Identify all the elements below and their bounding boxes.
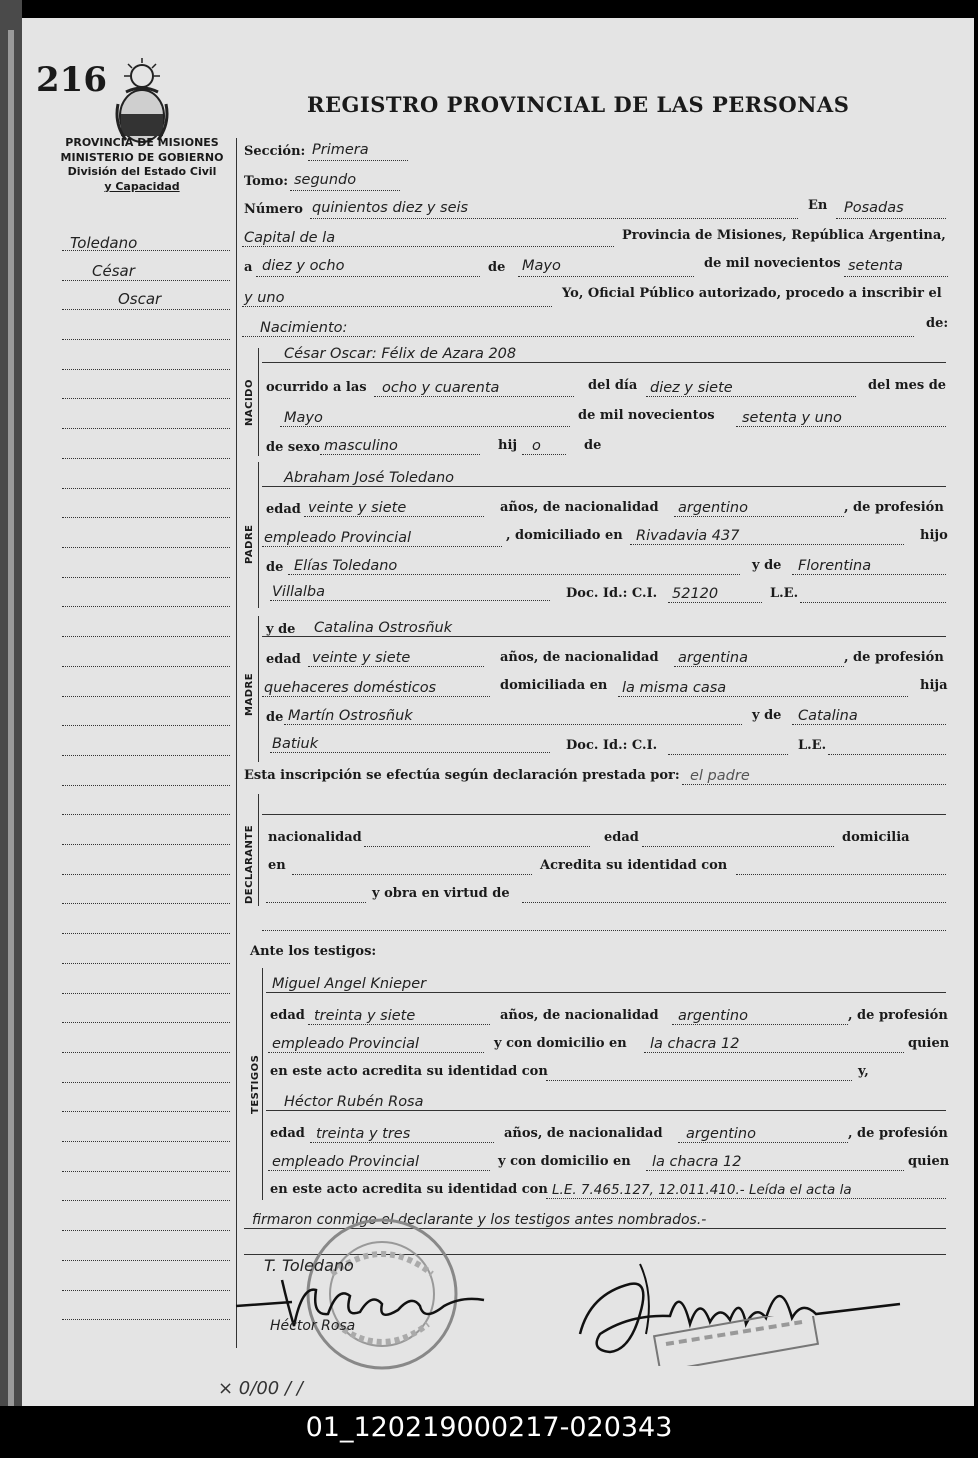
margin-rule-line bbox=[62, 458, 230, 459]
madre-le-label: L.E. bbox=[798, 738, 827, 753]
madre-profesion: quehaceres domésticos bbox=[264, 680, 437, 696]
nacido-dia: diez y siete bbox=[650, 380, 733, 396]
testigo1-prof: empleado Provincial bbox=[272, 1036, 420, 1052]
ante-testigos-label: Ante los testigos: bbox=[250, 944, 377, 959]
province-name: PROVINCIA DE MISIONES bbox=[65, 136, 219, 149]
testigos-section-label: TESTIGOS bbox=[250, 1054, 261, 1114]
madre-edad: veinte y siete bbox=[312, 650, 411, 666]
margin-rule-line bbox=[62, 933, 230, 934]
margin-rule-line bbox=[62, 1200, 230, 1201]
provincia-label: Provincia de Misiones, República Argentina, bbox=[622, 228, 946, 243]
padre-edad-label: edad bbox=[266, 502, 301, 517]
en-label: En bbox=[808, 198, 828, 213]
form-left-border bbox=[236, 138, 237, 1348]
declarante-obra-line bbox=[522, 902, 946, 903]
declarante-blank-line bbox=[266, 902, 366, 903]
lugar-line bbox=[242, 246, 614, 247]
document-page bbox=[22, 18, 974, 1406]
testigo2-prof-label: , de profesión bbox=[848, 1126, 948, 1141]
division-name-cont: y Capacidad bbox=[104, 179, 180, 193]
margin-rule-line bbox=[62, 785, 230, 786]
margin-rule-line bbox=[62, 725, 230, 726]
margin-rule-line bbox=[62, 1111, 230, 1112]
testigo2-dom-label: y con domicilio en bbox=[498, 1154, 631, 1169]
testigos-bar bbox=[262, 968, 263, 1200]
oficial-label: Yo, Oficial Público autorizado, procedo a inscribir el bbox=[562, 286, 942, 301]
margin-rule-line bbox=[62, 1171, 230, 1172]
margin-rule-line bbox=[62, 339, 230, 340]
padre-section-label: PADRE bbox=[244, 524, 255, 564]
testigo1-quien-label: quien bbox=[908, 1036, 950, 1051]
padre-nombre-line bbox=[262, 486, 946, 487]
nacido-anio-line bbox=[736, 426, 946, 427]
madre-madre-de: Catalina bbox=[798, 708, 858, 724]
testigo1-y-label: y, bbox=[858, 1064, 869, 1079]
margin-rule-line bbox=[62, 696, 230, 697]
fecha-anio-line bbox=[844, 276, 948, 277]
padre-padre-de: Elías Toledano bbox=[294, 558, 398, 574]
declarante-en-label: en bbox=[268, 858, 286, 873]
madre-nombre-line bbox=[262, 636, 946, 637]
testigo2-prof-line bbox=[268, 1170, 490, 1171]
del-dia-label: del día bbox=[588, 378, 638, 393]
margin-rule-line bbox=[62, 547, 230, 548]
margin-rule-line bbox=[62, 1319, 230, 1320]
madre-doc-line bbox=[668, 754, 788, 755]
en-line bbox=[836, 218, 946, 219]
padre-prof-line bbox=[262, 546, 502, 547]
madre-doc-label: Doc. Id.: C.I. bbox=[566, 738, 658, 753]
madre-y-de-label2: y de bbox=[752, 708, 782, 723]
testigo2-prof: empleado Provincial bbox=[272, 1154, 420, 1170]
testigo2-acredita-line bbox=[546, 1198, 946, 1199]
declarante-dom-label: domicilia bbox=[842, 830, 910, 845]
testigo2-acredita: L.E. 7.465.127, 12.011.410.- Leída el acta la bbox=[552, 1182, 852, 1198]
nacido-mes-line bbox=[280, 426, 570, 427]
hora-value: ocho y cuarenta bbox=[382, 380, 500, 396]
madre-domicilio: la misma casa bbox=[622, 680, 727, 696]
margin-rule-line bbox=[62, 428, 230, 429]
testigo2-edad-label: edad bbox=[270, 1126, 305, 1141]
margin-rule-line bbox=[62, 963, 230, 964]
page-edge bbox=[8, 30, 14, 1406]
sexo-line bbox=[320, 454, 480, 455]
margin-rule-line bbox=[62, 1230, 230, 1231]
nacido-de-label: de bbox=[584, 438, 602, 453]
madre-madre-cont-line bbox=[270, 752, 550, 753]
declaracion-label: Esta inscripción se efectúa según declaración prestada por: bbox=[244, 768, 680, 783]
margin-rule-line bbox=[62, 577, 230, 578]
margin-rule-line bbox=[62, 1141, 230, 1142]
testigo1-nombre-line bbox=[266, 992, 946, 993]
margin-rule-line bbox=[62, 606, 230, 607]
sexo-value: masculino bbox=[324, 438, 398, 454]
margin-rule-line bbox=[62, 309, 230, 310]
nacido-section-label: NACIDO bbox=[244, 379, 255, 426]
declarante-edad-label: edad bbox=[604, 830, 639, 845]
margin-rule-line bbox=[62, 517, 230, 518]
testigo1-nac-label: años, de nacionalidad bbox=[500, 1008, 659, 1023]
testigo2-dom: la chacra 12 bbox=[652, 1154, 742, 1170]
padre-doc: 52120 bbox=[672, 586, 719, 602]
fecha-anio-value: setenta bbox=[848, 258, 903, 274]
folio-number: 216 bbox=[36, 60, 107, 100]
testigo1-edad-line bbox=[308, 1024, 490, 1025]
nacido-anio: setenta y uno bbox=[742, 410, 842, 426]
lugar-value: Capital de la bbox=[244, 230, 336, 246]
padre-edad-line bbox=[304, 516, 484, 517]
a-label: a bbox=[244, 260, 253, 275]
madre-nombre: Catalina Ostrosñuk bbox=[314, 620, 453, 636]
padre-bar bbox=[258, 462, 259, 608]
testigo1-edad: treinta y siete bbox=[314, 1008, 416, 1024]
margin-rule-line bbox=[62, 844, 230, 845]
madre-y-de-label: y de bbox=[266, 622, 296, 637]
margin-rule-line bbox=[62, 874, 230, 875]
fecha-dia-line bbox=[256, 276, 480, 277]
fecha-mes-line bbox=[518, 276, 694, 277]
testigo2-nac-label: años, de nacionalidad bbox=[504, 1126, 663, 1141]
seccion-value: Primera bbox=[312, 142, 369, 158]
declaracion-value: el padre bbox=[690, 768, 750, 784]
madre-bar bbox=[258, 616, 259, 762]
padre-nombre: Abraham José Toledano bbox=[284, 470, 455, 486]
padre-nac-label: años, de nacionalidad bbox=[500, 500, 659, 515]
padre-nac-line bbox=[674, 516, 844, 517]
issuing-authority bbox=[42, 136, 242, 194]
padre-de-label: de bbox=[266, 560, 284, 575]
madre-edad-label: edad bbox=[266, 652, 301, 667]
testigo1-prof-line bbox=[268, 1052, 484, 1053]
ministry-name: MINISTERIO DE GOBIERNO bbox=[60, 150, 224, 164]
de-label: de bbox=[488, 260, 506, 275]
acta-cierre: firmaron conmigo el declarante y los testigos antes nombrados.- bbox=[252, 1212, 707, 1228]
testigo1-acredita-line bbox=[546, 1080, 852, 1081]
margin-rule-line bbox=[62, 814, 230, 815]
madre-prof-line bbox=[262, 696, 490, 697]
declarante-section-label: DECLARANTE bbox=[244, 824, 255, 904]
madre-prof-label: , de profesión bbox=[844, 650, 944, 665]
tomo-value: segundo bbox=[294, 172, 357, 188]
padre-y-de-label: y de bbox=[752, 558, 782, 573]
margin-rule-line bbox=[62, 636, 230, 637]
testigo2-nac-line bbox=[678, 1142, 848, 1143]
testigo1-nombre: Miguel Angel Knieper bbox=[272, 976, 427, 992]
margin-rule-line bbox=[62, 280, 230, 281]
testigo2-nombre-line bbox=[266, 1110, 946, 1111]
madre-padre-de: Martín Ostrosñuk bbox=[288, 708, 413, 724]
declarante-nombre-line bbox=[262, 814, 946, 815]
signature-declarante: T. Toledano bbox=[264, 1256, 354, 1275]
testigo2-acredita-label: en este acto acredita su identidad con bbox=[270, 1182, 548, 1197]
margin-rule-line bbox=[62, 666, 230, 667]
testigo1-acredita-label: en este acto acredita su identidad con bbox=[270, 1064, 548, 1079]
madre-dom-label: domiciliada en bbox=[500, 678, 608, 693]
nacido-dia-line bbox=[646, 396, 856, 397]
nacido-nombre: César Oscar: Félix de Azara 208 bbox=[284, 346, 517, 362]
margin-surname: Toledano bbox=[70, 234, 138, 252]
tomo-line bbox=[290, 190, 400, 191]
fecha-anio-cont: y uno bbox=[244, 290, 285, 306]
margin-rule-line bbox=[62, 755, 230, 756]
margin-rule-line bbox=[62, 993, 230, 994]
padre-dom-line bbox=[630, 544, 904, 545]
nacido-mes: Mayo bbox=[284, 410, 323, 426]
partial-stamp-text: × 0/00 / / bbox=[218, 1378, 303, 1399]
nacido-nombre-line bbox=[262, 362, 946, 363]
madre-nacionalidad: argentina bbox=[678, 650, 748, 666]
testigo2-nac: argentino bbox=[686, 1126, 756, 1142]
seccion-line bbox=[308, 160, 408, 161]
declarante-acredita-label: Acredita su identidad con bbox=[540, 858, 728, 873]
testigo1-dom-line bbox=[644, 1052, 904, 1053]
hij-line bbox=[522, 454, 566, 455]
division-name: División del Estado Civil bbox=[67, 165, 217, 178]
en-value: Posadas bbox=[844, 200, 904, 216]
numero-line bbox=[310, 218, 798, 219]
padre-madre-cont-line bbox=[270, 600, 550, 601]
madre-nac-line bbox=[674, 666, 844, 667]
testigo1-nac: argentino bbox=[678, 1008, 748, 1024]
padre-doc-line bbox=[668, 602, 762, 603]
document-title: REGISTRO PROVINCIAL DE LAS PERSONAS bbox=[307, 92, 850, 117]
testigo1-dom-label: y con domicilio en bbox=[494, 1036, 627, 1051]
padre-madre-de: Florentina bbox=[798, 558, 872, 574]
margin-second-name: Oscar bbox=[118, 290, 162, 308]
hora-line bbox=[374, 396, 574, 397]
nacido-bar bbox=[258, 348, 259, 456]
padre-le-line bbox=[800, 602, 946, 603]
declarante-obra-label: y obra en virtud de bbox=[372, 886, 510, 901]
padre-doc-label: Doc. Id.: C.I. bbox=[566, 586, 658, 601]
testigo2-edad-line bbox=[310, 1142, 494, 1143]
declarante-nac-label: nacionalidad bbox=[268, 830, 362, 845]
margin-rule-line bbox=[62, 903, 230, 904]
madre-edad-line bbox=[308, 666, 484, 667]
numero-value: quinientos diez y seis bbox=[312, 200, 469, 216]
declarante-edad-line bbox=[642, 846, 834, 847]
margin-rule-line bbox=[62, 1260, 230, 1261]
madre-nac-label: años, de nacionalidad bbox=[500, 650, 659, 665]
testigo2-dom-line bbox=[646, 1170, 904, 1171]
testigo1-nac-line bbox=[672, 1024, 848, 1025]
madre-padre-line bbox=[284, 724, 742, 725]
margin-rule-line bbox=[62, 1290, 230, 1291]
madre-hija-label: hija bbox=[920, 678, 948, 693]
seccion-label: Sección: bbox=[244, 144, 306, 159]
padre-hijo-label: hijo bbox=[920, 528, 948, 543]
nacido-anio-label: de mil novecientos bbox=[578, 408, 715, 423]
fecha-dia-value: diez y ocho bbox=[262, 258, 345, 274]
padre-prof-label: , de profesión bbox=[844, 500, 944, 515]
padre-domicilio: Rivadavia 437 bbox=[636, 528, 740, 544]
padre-le-label: L.E. bbox=[770, 586, 799, 601]
testigo2-quien-label: quien bbox=[908, 1154, 950, 1169]
numero-label: Número bbox=[244, 202, 303, 217]
acto-line bbox=[242, 336, 914, 337]
acto-value: Nacimiento: bbox=[260, 320, 348, 336]
rubber-stamp-icon bbox=[652, 1316, 822, 1366]
tomo-label: Tomo: bbox=[244, 174, 289, 189]
madre-madre-line bbox=[792, 724, 946, 725]
anio-label: de mil novecientos bbox=[704, 256, 841, 271]
padre-edad: veinte y siete bbox=[308, 500, 407, 516]
declaracion-line bbox=[682, 784, 946, 785]
declarante-extra-line bbox=[262, 930, 946, 931]
declarante-bar bbox=[258, 794, 259, 906]
declarante-nac-line bbox=[364, 846, 590, 847]
testigo2-edad: treinta y tres bbox=[316, 1126, 411, 1142]
testigo1-edad-label: edad bbox=[270, 1008, 305, 1023]
padre-padre-line bbox=[288, 574, 740, 575]
madre-de-label: de bbox=[266, 710, 284, 725]
margin-rule-line bbox=[62, 398, 230, 399]
margin-first-name: César bbox=[92, 262, 135, 280]
testigo1-dom: la chacra 12 bbox=[650, 1036, 740, 1052]
argentine-coat-of-arms-icon bbox=[112, 54, 172, 146]
padre-dom-label: , domiciliado en bbox=[506, 528, 623, 543]
margin-rule-line bbox=[62, 1022, 230, 1023]
image-code-caption: 01_120219000217-020343 bbox=[0, 1408, 978, 1458]
declarante-en-line bbox=[292, 874, 532, 875]
testigo2-nombre: Héctor Rubén Rosa bbox=[284, 1094, 424, 1110]
anio-cont-line bbox=[242, 306, 552, 307]
madre-le-line bbox=[828, 754, 946, 755]
sexo-label: de sexo bbox=[266, 440, 320, 455]
de-colon-label: de: bbox=[926, 316, 949, 331]
padre-nacionalidad: argentino bbox=[678, 500, 748, 516]
signature-testigo-2: Héctor Rosa bbox=[270, 1318, 356, 1334]
fecha-mes-value: Mayo bbox=[522, 258, 561, 274]
margin-rule-line bbox=[62, 1052, 230, 1053]
margin-rule-line bbox=[62, 488, 230, 489]
del-mes-label: del mes de bbox=[868, 378, 947, 393]
testigo1-prof-label: , de profesión bbox=[848, 1008, 948, 1023]
padre-madre-line bbox=[792, 574, 946, 575]
madre-dom-line bbox=[618, 696, 908, 697]
ocurrido-label: ocurrido a las bbox=[266, 380, 367, 395]
declarante-acredita-line bbox=[736, 874, 946, 875]
hij-suffix: o bbox=[532, 438, 541, 454]
madre-section-label: MADRE bbox=[244, 672, 255, 716]
padre-madre-de-cont: Villalba bbox=[272, 584, 326, 600]
margin-rule-line bbox=[62, 369, 230, 370]
padre-profesion: empleado Provincial bbox=[264, 530, 412, 546]
hij-label: hij bbox=[498, 438, 518, 453]
madre-madre-de-cont: Batiuk bbox=[272, 736, 319, 752]
margin-rule-line bbox=[62, 1082, 230, 1083]
